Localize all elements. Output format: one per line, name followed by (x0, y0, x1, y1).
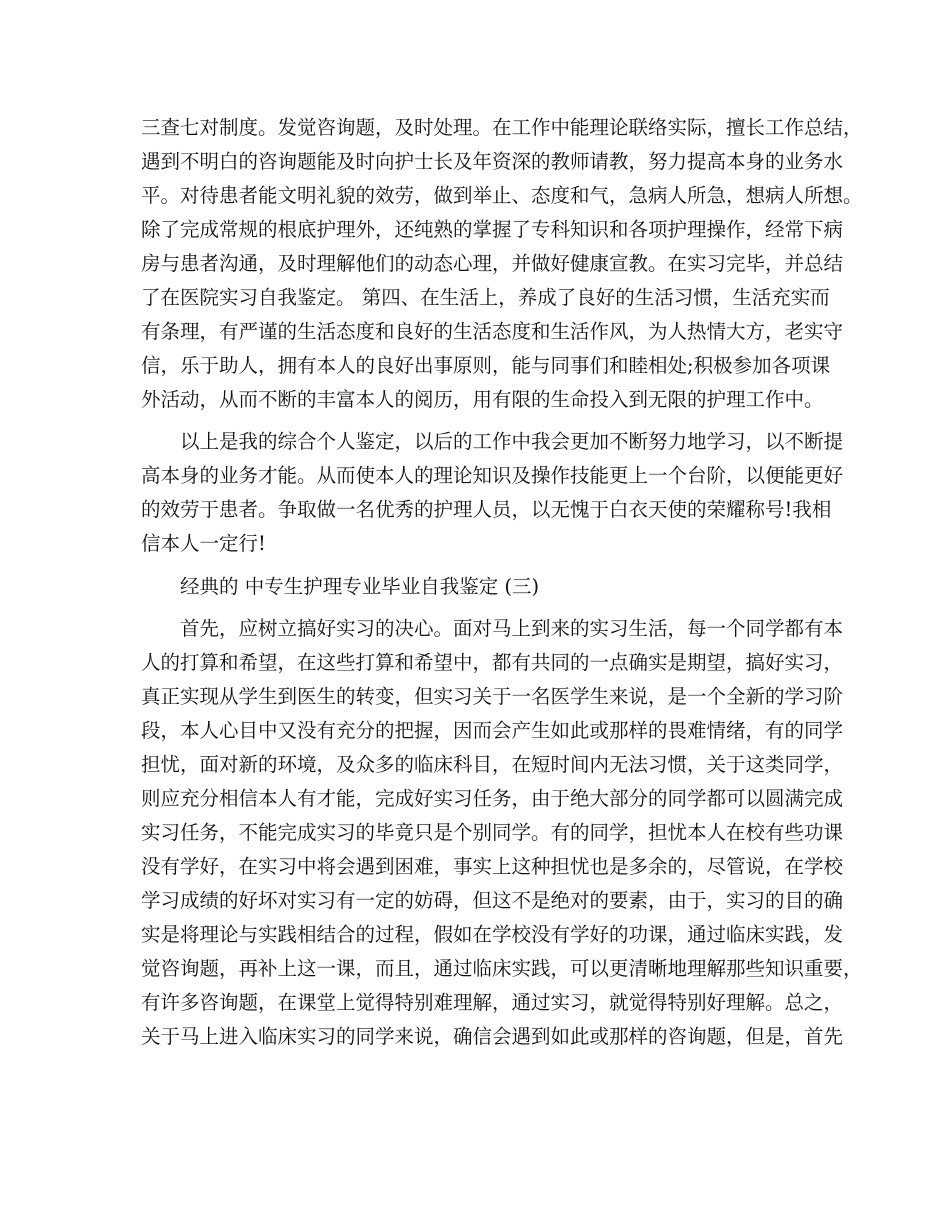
text-line: 外活动，从而不断的丰富本人的阅历，用有限的生命投入到无限的护理工作中。 (141, 388, 824, 411)
text-line: 遇到不明白的咨询题能及时向护士长及年资深的教师请教，努力提高本身的业务水 (141, 150, 844, 173)
text-line: 信本人一定行! (141, 532, 266, 555)
text-line: 了在医院实习自我鉴定。 第四、在生活上，养成了良好的生活习惯，生活充实而 (141, 286, 830, 309)
text-line: 的效劳于患者。争取做一名优秀的护理人员，以无愧于白衣天使的荣耀称号!我相 (141, 498, 832, 521)
text-line: 首先，应树立搞好实习的决心。面对马上到来的实习生活，每一个同学都有本 (180, 617, 844, 640)
text-line: 真正实现从学生到医生的转变，但实习关于一名医学生来说，是一个全新的学习阶 (141, 685, 844, 708)
text-line: 三查七对制度。发觉咨询题，及时处理。在工作中能理论联络实际，擅长工作总结， (141, 116, 863, 139)
text-line: 人的打算和希望，在这些打算和希望中，都有共同的一点确实是期望，搞好实习， (141, 651, 844, 674)
text-line: 除了完成常规的根底护理外，还纯熟的掌握了专科知识和各项护理操作，经常下病 (141, 218, 844, 241)
text-line: 高本身的业务才能。从而使本人的理论知识及操作技能更上一个台阶，以便能更好 (141, 464, 844, 487)
text-line: 实是将理论与实践相结合的过程，假如在学校没有学好的功课，通过临床实践，发 (141, 923, 844, 946)
text-line: 房与患者沟通，及时理解他们的动态心理，并做好健康宣教。在实习完毕，并总结 (141, 252, 844, 275)
text-line: 以上是我的综合个人鉴定，以后的工作中我会更加不断努力地学习，以不断提 (180, 430, 844, 453)
text-line: 觉咨询题，再补上这一课，而且，通过临床实践，可以更清晰地理解那些知识重要， (141, 957, 863, 980)
text-line: 段，本人心目中又没有充分的把握，因而会产生如此或那样的畏难情绪，有的同学 (141, 719, 844, 742)
text-line: 关于马上进入临床实习的同学来说，确信会遇到如此或那样的咨询题，但是，首先 (141, 1025, 844, 1048)
text-line: 学习成绩的好坏对实习有一定的妨碍，但这不是绝对的要素，由于，实习的目的确 (141, 889, 844, 912)
text-line: 平。对待患者能文明礼貌的效劳，做到举止、态度和气，急病人所急，想病人所想。 (141, 184, 863, 207)
section-heading: 经典的 中专生护理专业毕业自我鉴定 (三) (180, 575, 540, 598)
text-line: 没有学好，在实习中将会遇到困难，事实上这种担忧也是多余的，尽管说，在学校 (141, 855, 844, 878)
text-line: 信，乐于助人，拥有本人的良好出事原则，能与同事们和睦相处;积极参加各项课 (141, 354, 831, 377)
text-line: 有条理，有严谨的生活态度和良好的生活态度和生活作风，为人热情大方，老实守 (141, 320, 844, 343)
text-line: 实习任务，不能完成实习的毕竟只是个别同学。有的同学，担忧本人在校有些功课 (141, 821, 844, 844)
text-line: 则应充分相信本人有才能，完成好实习任务，由于绝大部分的同学都可以圆满完成 (141, 787, 844, 810)
text-line: 有许多咨询题，在课堂上觉得特别难理解，通过实习，就觉得特别好理解。总之， (141, 991, 844, 1014)
text-line: 担忧，面对新的环境，及众多的临床科目，在短时间内无法习惯，关于这类同学， (141, 753, 844, 776)
